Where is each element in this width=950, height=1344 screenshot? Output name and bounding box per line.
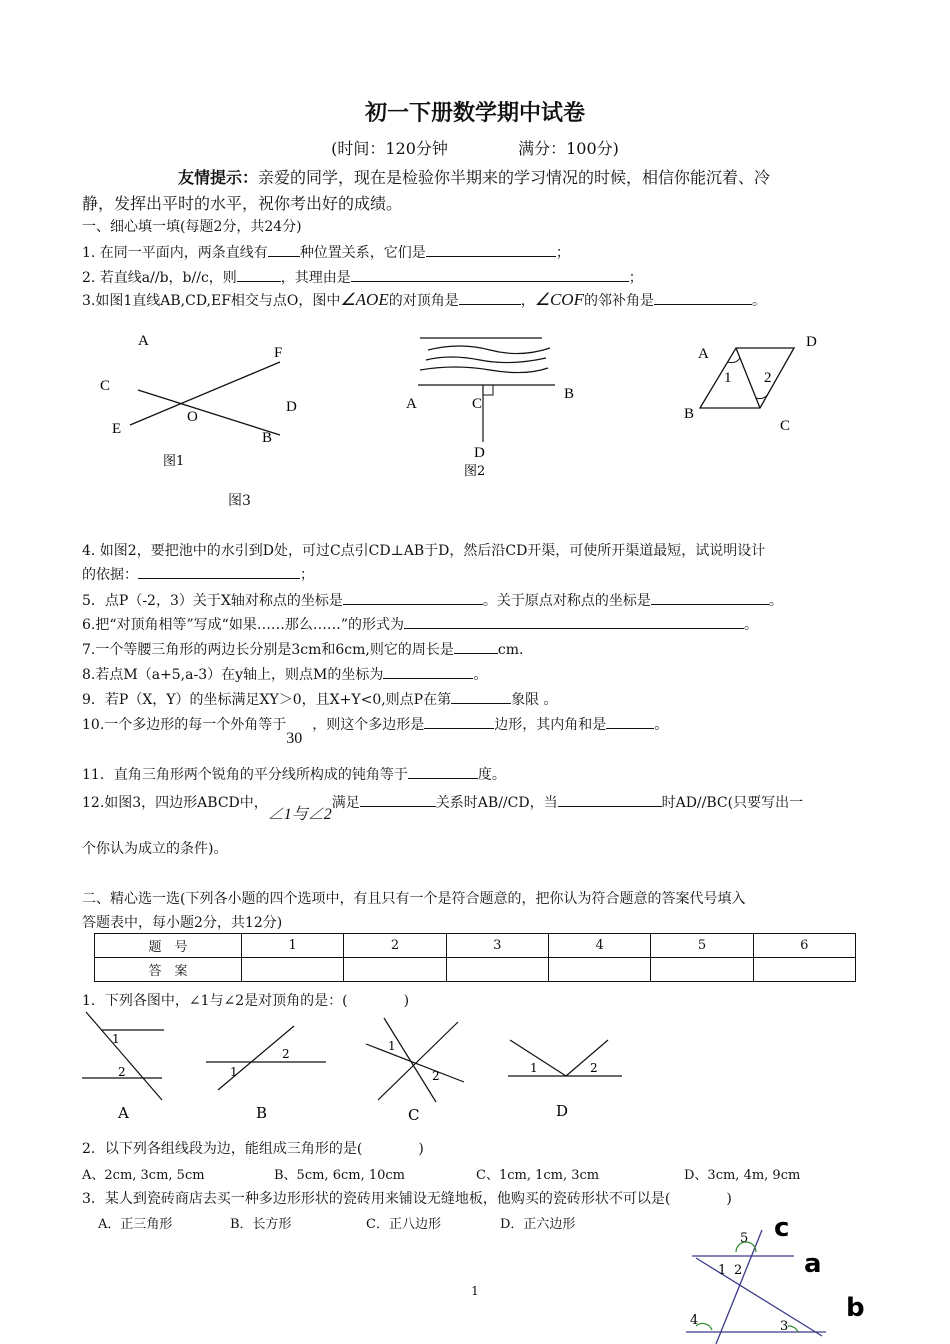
corner-label-b: b [846,1293,865,1323]
fig2-wave-1 [428,346,550,354]
answer-table-number-3: 3 [446,934,548,958]
mc-q3-option-d[interactable]: D．正六边形 [500,1217,576,1232]
figure-3 [680,330,840,440]
answer-table-header-row [95,934,856,958]
q2-text-b: ，其理由是 [280,270,351,286]
exam-info [0,136,950,159]
mc-q3-option-a[interactable]: A．正三角形 [98,1217,173,1232]
fig3-label-b: B [684,406,695,422]
q12-blank-2[interactable] [558,794,662,807]
fig2-caption: 图2 [464,464,486,479]
q8-text-b: 。 [473,667,488,683]
corner-angle-4: 4 [690,1313,699,1328]
fig3-quadrilateral [700,348,794,408]
option-c-line-2 [384,1018,436,1102]
fig2-right-angle [483,385,493,395]
question-1 [82,242,570,262]
mc-q1-diagrams [78,1010,638,1125]
corner-arc-4 [696,1323,712,1330]
q10-text-a: 10.一个多边形的每一个外角等于 [82,717,287,733]
q1-blank-2[interactable] [426,244,556,257]
q2-text-a: 2. 若直线a//b，b//c，则 [82,270,237,286]
q9-text-b: 象限 。 [511,692,558,708]
q12-angles: ∠1与∠2 [267,806,332,823]
q3-text-c: ， [520,293,535,309]
question-9 [82,689,558,709]
page-number: 1 [471,1284,479,1298]
mc-question-3: 3．某人到瓷砖商店去买一种多边形形状的瓷砖用来铺设无缝地板，他购买的瓷砖形状不可以是( ) [82,1191,732,1207]
q8-blank[interactable] [383,666,473,679]
q10-blank-2[interactable] [606,716,654,729]
q4-blank[interactable] [138,566,300,579]
fig3-diagonal-ac [736,348,760,408]
tip-paragraph [82,165,872,217]
question-4-line-2 [82,564,314,584]
corner-angle-2: 2 [734,1263,743,1278]
option-c-angle-1: 1 [388,1039,396,1053]
question-10 [82,714,669,747]
option-d-ray-1 [510,1040,566,1076]
fig2-label-a: A [406,396,417,412]
figure-2 [400,330,590,480]
q6-text-a: 6.把“对顶角相等”写成“如果……那么……”的形式为 [82,617,404,633]
answer-table-number-2: 2 [344,934,446,958]
fig2-label-c: C [472,396,483,412]
q3-text-a: 3.如图1直线AB,CD,EF相交与点O，图中 [82,293,341,309]
fig3-caption: 图3 [228,493,251,509]
q11-text-b: 度。 [477,767,506,783]
corner-figure [676,1210,876,1344]
q12-text-d: 时AD//BC(只要写出一 [661,795,804,811]
q12-text-c: 关系时AB//CD，当 [435,795,558,811]
q2-blank-1[interactable] [237,269,281,282]
section2-heading-2: 答题表中，每小题2分，共12分) [82,915,283,931]
q2-blank-2[interactable] [351,269,629,282]
option-c-line-1 [366,1044,464,1082]
q10-blank-1[interactable] [424,716,494,729]
fig1-label-e: E [112,421,122,437]
fig2-wave-3 [420,367,548,373]
question-12 [82,789,804,823]
fig3-label-a: A [698,346,709,362]
option-d-ray-2 [566,1040,608,1076]
question-8 [82,664,487,684]
q10-value: 30 [286,730,303,747]
answer-cell-6[interactable] [753,958,855,982]
mc-question-1: 1．下列各图中，∠1与∠2是对顶角的是：( ) [82,993,410,1009]
answer-table-number-4: 4 [548,934,650,958]
corner-angle-3: 3 [780,1319,789,1334]
fig1-caption: 图1 [163,454,185,469]
option-b-angle-1: 1 [230,1065,238,1079]
fig3-label-c: C [780,418,791,434]
mc-q2-option-a[interactable]: A、2cm, 3cm, 5cm [82,1168,205,1183]
option-b-label: B [256,1104,268,1122]
q4-text-b: 的依据： [82,567,138,583]
exam-score: 满分：100分) [518,139,619,158]
q9-text-a: 9．若P（X，Y）的坐标满足XY＞0，且X+Y<0,则点P在第 [82,692,452,708]
q5-text-c: 。 [768,593,783,609]
question-6 [82,614,758,634]
q3-text-d: 的邻补角是 [583,293,654,309]
tip-label: 友情提示： [178,168,259,187]
answer-table-answer-row [95,958,856,982]
answer-cell-5[interactable] [651,958,753,982]
option-a-transversal [86,1012,162,1100]
option-c-line-3 [378,1022,458,1100]
q10-text-c: 边形，其内角和是 [494,717,607,733]
q6-text-b: 。 [744,617,758,633]
q2-text-c: ； [628,270,643,286]
fig2-label-d: D [474,445,485,461]
answer-table-number-1: 1 [242,934,344,958]
answer-table [94,933,856,982]
answer-table-number-5: 5 [651,934,753,958]
answer-cell-1[interactable] [242,958,344,982]
q3-blank-2[interactable] [654,292,752,305]
fig1-label-o: O [187,409,198,425]
fig2-label-b: B [564,386,575,402]
corner-arc-3 [788,1326,798,1332]
q3-text-b: 的对顶角是 [388,293,459,309]
corner-label-c: c [774,1213,790,1243]
option-a-angle-2: 2 [118,1065,126,1079]
q10-text-b: ，则这个多边形是 [312,717,425,733]
question-2 [82,267,643,287]
mc-q3-option-b[interactable]: B．长方形 [230,1217,292,1232]
option-a-label: A [118,1104,129,1122]
fig3-label-2: 2 [764,370,772,386]
q3-angle-cof: ∠COF [534,290,584,309]
q5-text-b: 。关于原点对称点的坐标是 [482,593,651,609]
figure-1-ab [90,325,330,475]
option-b-angle-2: 2 [282,1047,290,1061]
answer-table-number-6: 6 [753,934,855,958]
q6-blank[interactable] [404,616,744,629]
section2-heading-1: 二、精心选一选(下列各小题的四个选项中，有且只有一个是符合题意的，把你认为符合题意的答案代号填入 [82,891,746,907]
mc-question-2: 2．以下列各组线段为边，能组成三角形的是( ) [82,1141,424,1157]
mc-q3-options [98,1213,575,1232]
option-d-angle-2: 2 [590,1061,598,1075]
question-3 [82,290,766,310]
q7-text-b: cm. [497,642,524,658]
fig1-label-a: A [138,333,149,349]
exam-time: (时间：120分钟 [331,139,448,158]
q5-blank-2[interactable] [651,592,769,605]
fig1-label-b: B [262,430,273,446]
q8-text-a: 8.若点M（a+5,a-3）在y轴上，则点M的坐标为 [82,667,384,683]
q9-blank[interactable] [451,691,511,704]
q10-text-d: 。 [654,717,669,733]
corner-label-a: a [804,1249,822,1279]
q1-blank-1[interactable] [268,244,300,257]
q3-blank-1[interactable] [459,292,521,305]
mc-q2-option-b[interactable]: B、5cm, 6cm, 10cm [274,1168,405,1183]
corner-angle-1: 1 [718,1263,727,1278]
option-c-label: C [408,1106,420,1124]
q1-text-a: 1. 在同一平面内，两条直线有 [82,245,268,261]
option-c-angle-2: 2 [432,1069,440,1083]
q7-blank[interactable] [454,641,498,654]
q12-text-a: 12.如图3，四边形ABCD中， [82,795,268,811]
question-11 [82,764,506,784]
question-4-line-1: 4. 如图2，要把池中的水引到D处，可过C点引CD⊥AB于D，然后沿CD开渠，可使所开渠道最短，试说明设计 [82,543,766,559]
corner-angle-5: 5 [740,1231,749,1246]
q12-text-b: 满足 [331,795,360,811]
answer-cell-2[interactable] [344,958,446,982]
mc-q2-options [82,1164,800,1183]
tip-text-1: 亲爱的同学，现在是检验你半期来的学习情况的时候，相信你能沉着、冷 [258,168,771,187]
fig1-label-c: C [100,378,111,394]
answer-table-row-label-answer: 答 案 [95,958,242,982]
q4-text-c: ； [300,567,314,583]
fig2-wave-2 [426,357,546,363]
answer-table-row-label-number: 题 号 [95,934,242,958]
answer-cell-3[interactable] [446,958,548,982]
tip-text-2: 静，发挥出平时的水平，祝你考出好的成绩。 [82,194,403,213]
q1-text-c: ； [555,245,570,261]
q5-blank-1[interactable] [343,592,483,605]
fig1-label-f: F [274,345,283,361]
option-d-label: D [556,1102,569,1120]
q5-text-a: 5．点P（-2，3）关于X轴对称点的坐标是 [82,593,343,609]
q11-text-a: 11．直角三角形两个锐角的平分线所构成的钝角等于 [82,767,408,783]
section1-heading: 一、细心填一填(每题2分，共24分) [82,219,302,235]
fig3-label-d: D [806,334,817,350]
mc-q3-option-c[interactable]: C．正八边形 [366,1217,441,1232]
question-5 [82,590,783,610]
q1-text-b: 种位置关系，它们是 [299,245,426,261]
option-a-angle-1: 1 [112,1032,120,1046]
q11-blank[interactable] [408,766,478,779]
option-d-angle-1: 1 [530,1061,538,1075]
page-title: 初一下册数学期中试卷 [364,100,585,126]
mc-q2-option-d[interactable]: D、3cm, 4m, 9cm [684,1168,801,1183]
question-7 [82,639,523,659]
fig1-label-d: D [286,399,297,415]
question-12-line-2: 个你认为成立的条件)。 [82,841,228,857]
q12-blank-1[interactable] [360,794,436,807]
q7-text-a: 7.一个等腰三角形的两边长分别是3cm和6cm,则它的周长是 [82,642,454,658]
mc-q2-option-c[interactable]: C、1cm, 1cm, 3cm [476,1168,600,1183]
fig1-hidden [150,358,272,435]
answer-cell-4[interactable] [548,958,650,982]
q3-text-e: 。 [751,293,766,309]
q3-angle-aoe: ∠AOE [340,290,389,309]
fig3-label-1: 1 [724,370,732,386]
